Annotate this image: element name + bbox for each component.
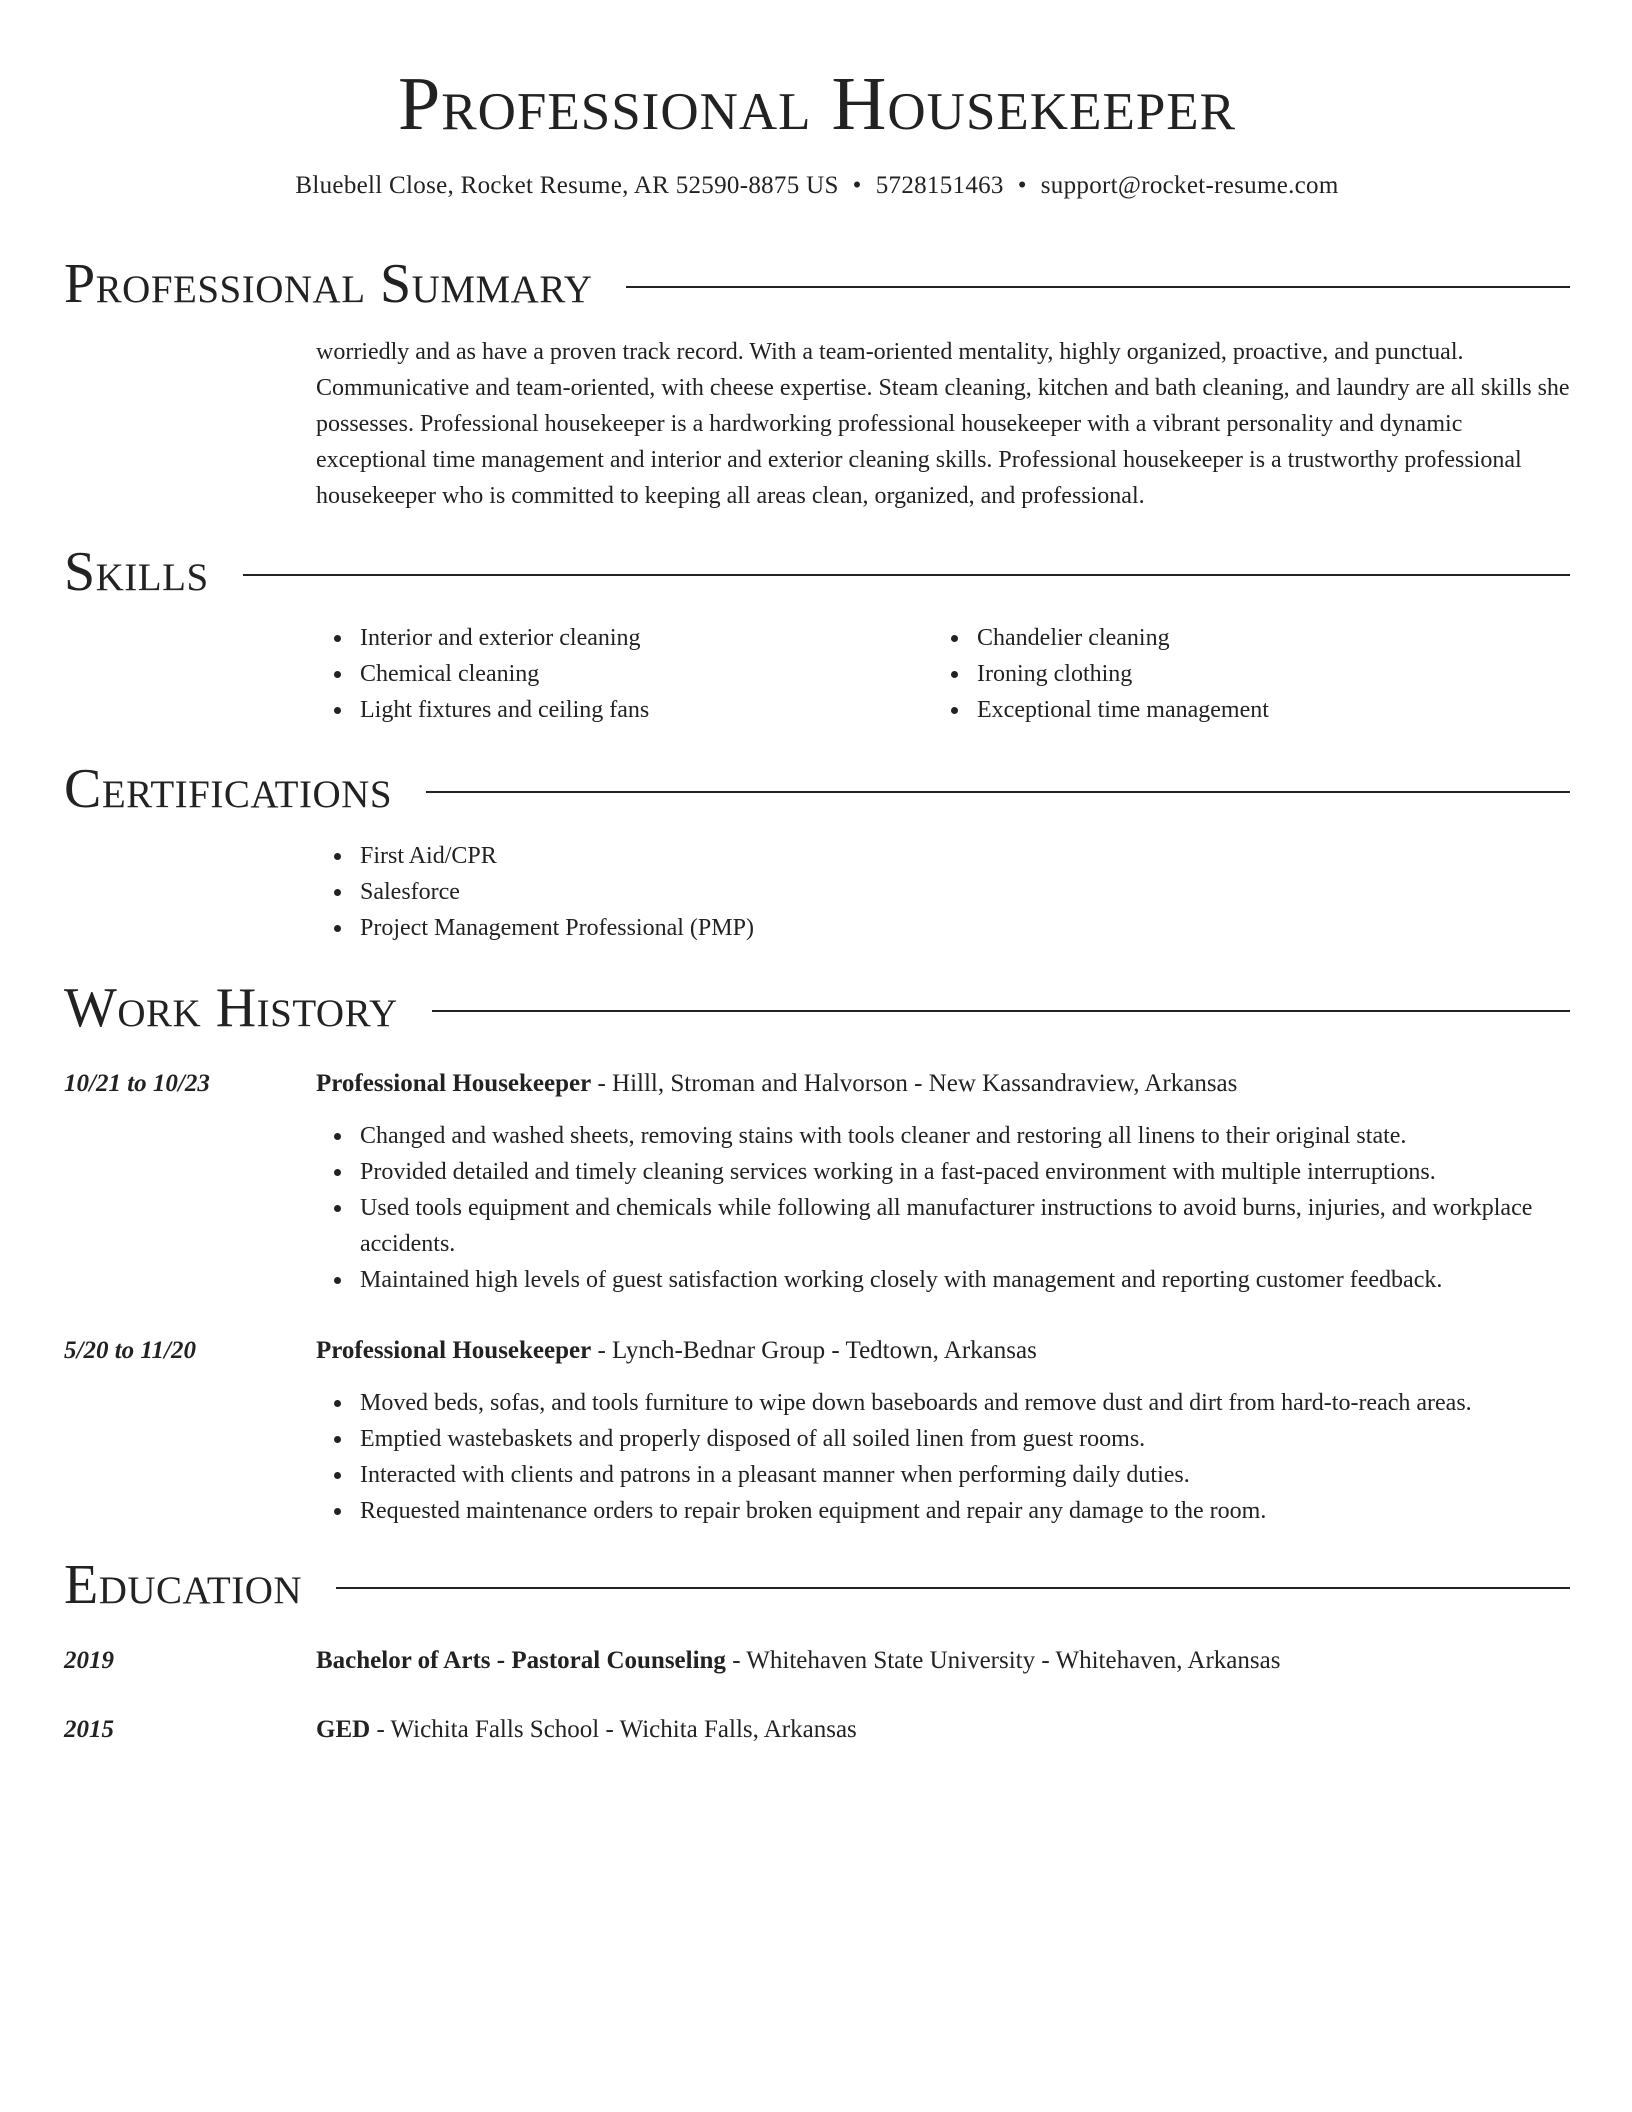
education-date: 2019 <box>64 1647 114 1674</box>
skill-item: Chemical cleaning <box>360 656 933 692</box>
job-title: Professional Housekeeper <box>316 1070 592 1097</box>
education-title-line <box>316 1643 1280 1679</box>
education-date: 2015 <box>64 1716 114 1743</box>
skills-column-left <box>316 620 933 728</box>
skills-section-header <box>64 540 1570 604</box>
contact-line <box>64 170 1570 202</box>
contact-separator: • <box>1017 172 1027 199</box>
contact-address: Bluebell Close, Rocket Resume, AR 52590-8875 US <box>295 172 839 199</box>
skill-item: Interior and exterior cleaning <box>360 620 933 656</box>
job-bullets <box>316 1385 1570 1529</box>
section-divider <box>426 791 1570 793</box>
job-bullet-list <box>316 1385 1570 1529</box>
work-section-header <box>64 976 1570 1040</box>
education-details: - Whitehaven State University - Whitehaven, Arkansas <box>725 1647 1281 1674</box>
section-divider <box>243 574 1570 576</box>
contact-email: support@rocket-resume.com <box>1040 172 1339 199</box>
certification-item: Project Management Professional (PMP) <box>360 910 1570 946</box>
skills-list-left <box>316 620 933 728</box>
section-divider <box>432 1010 1570 1012</box>
certifications-heading: Certifications <box>64 758 393 820</box>
education-degree: Bachelor of Arts - Pastoral Counseling <box>316 1647 726 1674</box>
job-dates: 10/21 to 10/23 <box>64 1070 210 1097</box>
job-bullet-list <box>316 1118 1570 1298</box>
job-bullet: Provided detailed and timely cleaning services working in a fast-paced environment with multiple interruptions. <box>360 1154 1570 1190</box>
job-title-line <box>316 1333 1037 1369</box>
job-bullet: Requested maintenance orders to repair broken equipment and repair any damage to the room. <box>360 1493 1570 1529</box>
summary-text: worriedly and as have a proven track record. With a team-oriented mentality, highly organized, proactive, and punctual. Communicative and team-oriented, with cheese expertise. Steam cleaning, kitchen and bath cleaning, and laundry are all skills she possesses. Professional housekeeper is a hardworking professional housekeeper with a vibrant personality and dynamic exceptional time management and interior and exterior cleaning skills. Professional housekeeper is a trustworthy professional housekeeper who is committed to keeping all areas clean, organized, and professional. <box>316 339 1570 509</box>
summary-section-header <box>64 252 1570 316</box>
skills-column-right <box>933 620 1550 728</box>
skills-heading: Skills <box>64 541 209 603</box>
skills-grid <box>316 620 1570 728</box>
skills-block <box>316 620 1570 728</box>
job-bullet: Maintained high levels of guest satisfaction working closely with management and reporting customer feedback. <box>360 1262 1570 1298</box>
education-title-line <box>316 1712 857 1748</box>
education-degree: GED <box>316 1716 371 1743</box>
education-section-header <box>64 1553 1570 1617</box>
job-bullet: Emptied wastebaskets and properly disposed of all soiled linen from guest rooms. <box>360 1421 1570 1457</box>
job-bullets <box>316 1118 1570 1298</box>
job-bullet: Moved beds, sofas, and tools furniture to wipe down baseboards and remove dust and dirt from hard-to-reach areas. <box>360 1385 1570 1421</box>
education-heading: Education <box>64 1554 303 1616</box>
job-details: - Lynch-Bednar Group - Tedtown, Arkansas <box>591 1337 1037 1364</box>
contact-separator: • <box>852 172 862 199</box>
job-title: Professional Housekeeper <box>316 1337 592 1364</box>
section-divider <box>626 286 1570 288</box>
certifications-list <box>316 838 1570 946</box>
certification-item: First Aid/CPR <box>360 838 1570 874</box>
skill-item: Chandelier cleaning <box>977 620 1550 656</box>
certifications-section-header <box>64 757 1570 821</box>
job-bullet: Interacted with clients and patrons in a pleasant manner when performing daily duties. <box>360 1457 1570 1493</box>
job-details: - Hilll, Stroman and Halvorson - New Kassandraview, Arkansas <box>591 1070 1238 1097</box>
job-title-line <box>316 1066 1237 1102</box>
job-bullet: Used tools equipment and chemicals while following all manufacturer instructions to avoid burns, injuries, and workplace accidents. <box>360 1190 1570 1262</box>
work-heading: Work History <box>64 977 398 1039</box>
skill-item: Ironing clothing <box>977 656 1550 692</box>
resume-page <box>64 0 1570 1743</box>
skills-list-right <box>933 620 1550 728</box>
contact-phone: 5728151463 <box>875 172 1004 199</box>
section-divider <box>336 1587 1570 1589</box>
education-details: - Wichita Falls School - Wichita Falls, Arkansas <box>370 1716 857 1743</box>
summary-block <box>316 334 1570 514</box>
skill-item: Exceptional time management <box>977 692 1550 728</box>
certifications-block <box>316 838 1570 946</box>
skill-item: Light fixtures and ceiling fans <box>360 692 933 728</box>
summary-heading: Professional Summary <box>64 253 593 315</box>
job-bullet: Changed and washed sheets, removing stains with tools cleaner and restoring all linens to their original state. <box>360 1118 1570 1154</box>
job-dates: 5/20 to 11/20 <box>64 1337 196 1364</box>
certification-item: Salesforce <box>360 874 1570 910</box>
resume-name: Professional Housekeeper <box>397 62 1237 146</box>
